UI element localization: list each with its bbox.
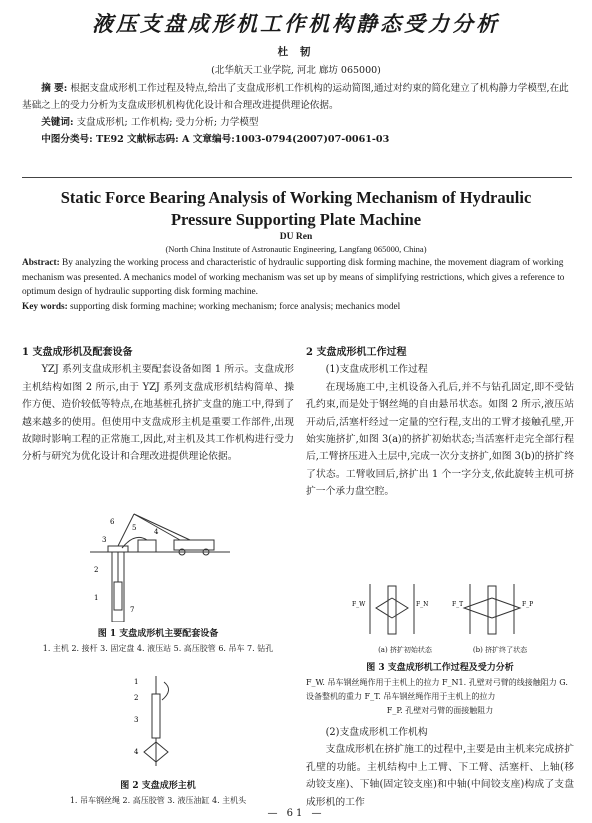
main-machine bbox=[114, 582, 122, 610]
figure2-note: 1. 吊车钢丝绳 2. 高压胶管 3. 液压油缸 4. 主机头 bbox=[69, 796, 247, 805]
fixed-plate bbox=[108, 546, 128, 552]
figure3-note bbox=[306, 676, 574, 718]
crane-stay bbox=[134, 514, 190, 540]
fig1-label-7: 7 bbox=[130, 606, 135, 614]
figure3-subcaption-b: (b) 挤扩终了状态 bbox=[472, 646, 528, 654]
fig1-label-1: 1 bbox=[94, 594, 99, 602]
hose-curve bbox=[162, 682, 169, 700]
fig3a-arm-right bbox=[392, 598, 408, 618]
fig1-label-2: 2 bbox=[94, 566, 99, 574]
english-affiliation: (North China Institute of Astronautic Engineering, Langfang 065000, China) bbox=[165, 244, 427, 254]
fig3b-state-final bbox=[452, 584, 533, 634]
abstract-en-text: By analyzing the working process and characteristic of hydraulic supporting disk forming machine, the movement diagram of working mechanism was presented. A mechanics model of working mechanism was set up by means of simplifying restrictions, which gives a reference to optimum design of hydraulic supporting disk forming machine. bbox=[22, 258, 565, 297]
section2-subheading2: (2)支盘成形机工作机构 bbox=[325, 727, 428, 738]
section1-paragraph: YZJ 系列支盘成形机主要配套设备如图 1 所示。支盘成形主机结构如图 2 所示,由于 YZJ 系列支盘成形机结构简单、操作方便、造价较低等特点,在地基桩孔挤扩支盘的施工中,得到了越来越多的使用。但使用中支盘成形主机是重要工作部件,出现故障时影响工程的正常施工,因此,对主机及其工作机构进行受力分析与研究为优化设计和合理改进提供理论依据。 bbox=[22, 364, 294, 463]
crane-boom bbox=[134, 514, 180, 540]
figure3-caption: 图 3 支盘成形机工作过程及受力分析 bbox=[366, 663, 514, 673]
fig1-label-3: 3 bbox=[102, 536, 107, 544]
chinese-abstract bbox=[22, 80, 572, 114]
crane-body bbox=[174, 540, 214, 550]
section2-paragraph1: 在现场施工中,主机设备入孔后,并不与钻孔固定,即不受钻孔约束,而是处于钢丝绳的自由悬吊状态。如图 2 所示,液压站开动后,活塞杆经过一定量的空行程,支出的工臂才接触孔壁,开始实施挤扩,如图 3(a)的挤扩初始状态;当活塞杆走完全部行程后,工臂挤压进入土层中,完成一次分支挤扩,如图 3(b)的挤扩终了状态。工臂收回后,挤扩出 1 个一字分支,依此旋转主机可挤扩一个承力盘空腔。 bbox=[306, 381, 574, 498]
figure1-note: 1. 主机 2. 接杆 3. 固定盘 4. 液压站 5. 高压胶管 6. 吊车 7. 钻孔 bbox=[42, 644, 274, 653]
english-title-line2: Pressure Supporting Plate Machine bbox=[170, 210, 422, 229]
fig3a-body bbox=[388, 586, 396, 634]
english-abstract-block bbox=[22, 256, 572, 314]
section2-subheading1: (1)支盘成形机工作过程 bbox=[325, 364, 428, 376]
keywords-en-label: Key words: bbox=[22, 301, 68, 312]
fig3a-arm-left bbox=[376, 598, 392, 618]
fig3a-label-fn: F_N bbox=[416, 601, 429, 608]
hydraulic-station bbox=[138, 540, 156, 552]
left-arm bbox=[144, 742, 156, 762]
fig2-label-1: 1 bbox=[134, 678, 139, 686]
classification-line: 中图分类号: TE92 文献标志码: A 文章编号:1003-0794(2007)07-0061-03 bbox=[41, 134, 390, 145]
chinese-author: 杜 韧 bbox=[277, 46, 315, 58]
english-author: DU Ren bbox=[279, 232, 313, 242]
header-divider bbox=[22, 177, 572, 178]
fig2-label-2: 2 bbox=[134, 694, 139, 702]
figure1-caption: 图 1 支盘成形机主要配套设备 bbox=[97, 629, 219, 639]
chinese-affiliation: (北华航天工业学院, 河北 廊坊 065000) bbox=[211, 65, 381, 76]
english-abstract bbox=[22, 256, 572, 300]
right-column-text bbox=[306, 344, 574, 501]
figure2-drawing bbox=[120, 676, 200, 772]
fig2-label-4: 4 bbox=[134, 748, 139, 756]
figure3-note-line2: F_P. 孔壁对弓臂的面接触阻力 bbox=[386, 706, 494, 715]
right-arm bbox=[156, 742, 168, 762]
keywords-en-text: supporting disk forming machine; working mechanism; force analysis; mechanics model bbox=[70, 301, 401, 312]
left-column-text bbox=[22, 344, 294, 466]
fig1-label-5: 5 bbox=[132, 524, 137, 532]
section2-paragraph2: 支盘成形机在挤扩施工的过程中,主要是由主机来完成挤扩孔壁的功能。主机结构中上工臂、下工臂、活塞杆、上轴(移动铰支座)、下轴(固定铰支座)和中轴(中间铰支座)构成了支盘成形机的工作 bbox=[306, 744, 574, 808]
chinese-keywords bbox=[22, 114, 572, 131]
abstract-cn-label: 摘 要: bbox=[41, 83, 68, 94]
fig3b-label-ft: F_T bbox=[452, 601, 464, 608]
section1-heading: 1 支盘成形机及配套设备 bbox=[22, 347, 133, 358]
figure3-note-line1: F_W. 吊车钢丝绳作用于主机上的拉力 F_N1. 孔壁对弓臂的线接触阻力 G. 设备整机的重力 F_T. 吊车钢丝绳作用于主机上的拉力 bbox=[306, 678, 568, 701]
abstract-en-label: Abstract: bbox=[22, 258, 60, 268]
english-title bbox=[0, 187, 592, 231]
english-keywords bbox=[22, 300, 572, 315]
fig1-label-4: 4 bbox=[154, 528, 159, 536]
section2-heading: 2 支盘成形机工作过程 bbox=[306, 347, 407, 358]
figure1-drawing bbox=[90, 512, 230, 622]
fig3b-label-fp: F_P bbox=[522, 601, 534, 608]
fig3a-label-fw: F_W bbox=[352, 601, 366, 608]
keywords-cn-text: 支盘成形机; 工作机构; 受力分析; 力学模型 bbox=[76, 117, 259, 128]
english-title-line1: Static Force Bearing Analysis of Working Mechanism of Hydraulic bbox=[60, 188, 532, 207]
figure3-subcaption-a: (a) 挤扩初始状态 bbox=[378, 646, 432, 654]
fig2-label-3: 3 bbox=[134, 716, 139, 724]
abstract-cn-text: 根据支盘成形机工作过程及特点,给出了支盘成形机工作机构的运动简图,通过对约束的简化建立了机构静力学模型,在此基础之上的受力分析为支盘成形机机构优化设计和合理改进提供理论依据。 bbox=[22, 83, 569, 111]
fig3b-body bbox=[488, 586, 496, 634]
figure3-drawing bbox=[350, 582, 540, 642]
right-column-text-lower bbox=[306, 724, 574, 811]
figure2-caption: 图 2 支盘成形主机 bbox=[120, 781, 196, 791]
page-number: — 61 — bbox=[267, 808, 325, 819]
chinese-title: 液压支盘成形机工作机构静态受力分析 bbox=[92, 11, 500, 36]
fig1-label-6: 6 bbox=[110, 518, 115, 526]
keywords-cn-label: 关键词: bbox=[41, 117, 74, 128]
fig3a-state-initial bbox=[352, 584, 428, 634]
hydraulic-cylinder bbox=[152, 694, 160, 738]
chinese-abstract-block bbox=[22, 80, 572, 148]
